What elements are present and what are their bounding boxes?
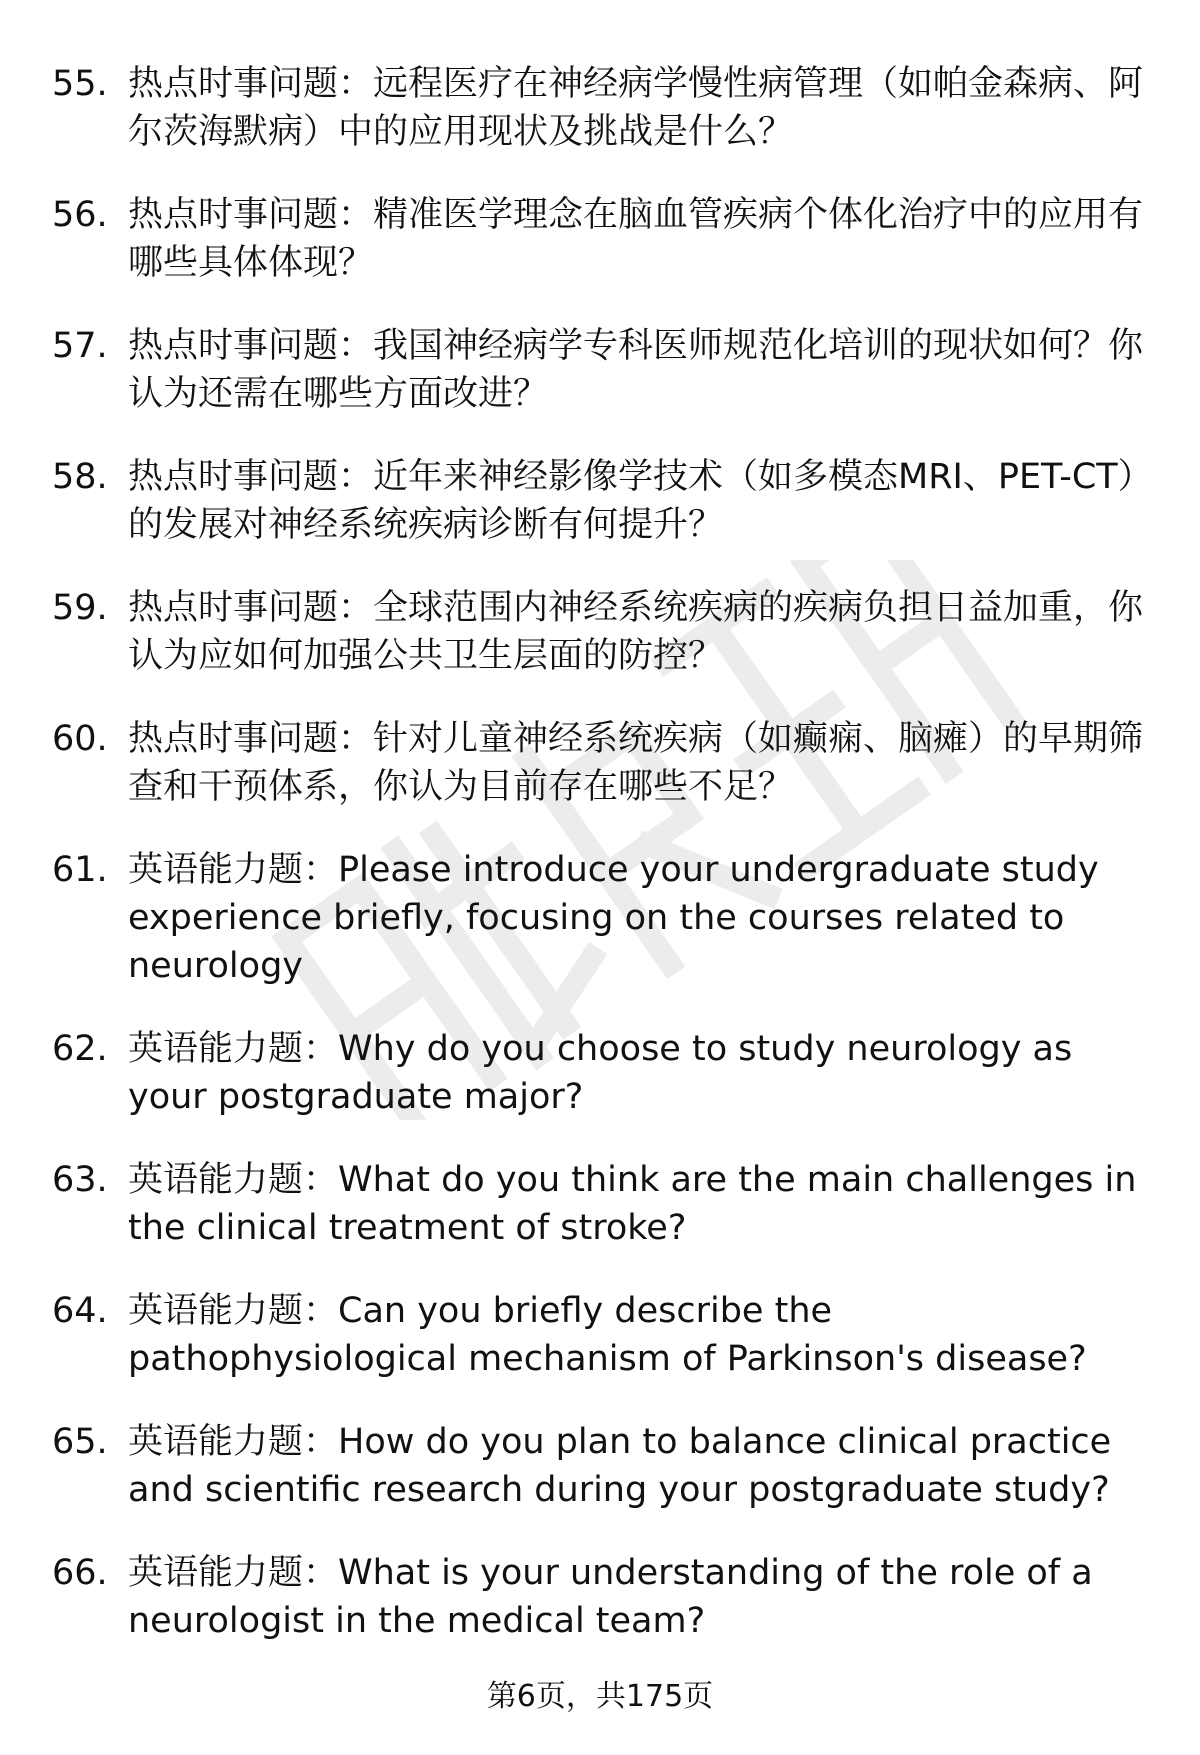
question-text: 热点时事问题：全球范围内神经系统疾病的疾病负担日益加重，你认为应如何加强公共卫生层面的防控？: [128, 588, 1144, 676]
question-number: 57.: [52, 326, 108, 366]
list-item: [52, 322, 1152, 418]
question-text: 热点时事问题：我国神经病学专科医师规范化培训的现状如何？你认为还需在哪些方面改进？: [128, 326, 1144, 414]
question-number: 60.: [52, 719, 108, 759]
list-item: [52, 1287, 1152, 1383]
list-item: [52, 1156, 1152, 1252]
question-number: 58.: [52, 457, 108, 497]
page-number-footer: 第6页，共175页: [486, 1679, 714, 1714]
question-text: 英语能力题：How do you plan to balance clinical practice and scientific research during your postgraduate study?: [128, 1422, 1112, 1510]
list-item: [52, 453, 1152, 549]
question-number: 56.: [52, 195, 108, 235]
question-text: 热点时事问题：针对儿童神经系统疾病（如癫痫、脑瘫）的早期筛查和干预体系，你认为目前存在哪些不足？: [128, 719, 1144, 807]
list-item: [52, 60, 1152, 156]
question-number: 65.: [52, 1422, 108, 1462]
list-item: [52, 584, 1152, 680]
question-number: 64.: [52, 1291, 108, 1331]
list-item: [52, 1549, 1152, 1645]
question-text: 热点时事问题：精准医学理念在脑血管疾病个体化治疗中的应用有哪些具体体现？: [128, 195, 1144, 283]
question-text: 英语能力题：Please introduce your undergraduate study experience briefly, focusing on the courses related to neurology: [128, 850, 1099, 986]
question-number: 55.: [52, 64, 108, 104]
question-number: 59.: [52, 588, 108, 628]
question-text: 英语能力题：Can you briefly describe the pathophysiological mechanism of Parkinson's disease?: [128, 1291, 1087, 1379]
question-number: 62.: [52, 1029, 108, 1069]
question-text: 热点时事问题：远程医疗在神经病学慢性病管理（如帕金森病、阿尔茨海默病）中的应用现状及挑战是什么？: [128, 64, 1144, 152]
question-number: 66.: [52, 1553, 108, 1593]
list-item: [52, 715, 1152, 811]
question-text: 英语能力题：What is your understanding of the role of a neurologist in the medical team?: [128, 1553, 1093, 1641]
list-item: [52, 1025, 1152, 1121]
question-text: 英语能力题：Why do you choose to study neurology as your postgraduate major?: [128, 1029, 1073, 1117]
list-item: [52, 846, 1152, 990]
list-item: [52, 1418, 1152, 1514]
list-item: [52, 191, 1152, 287]
question-list: [52, 60, 1152, 1680]
question-text: 英语能力题：What do you think are the main challenges in the clinical treatment of stroke?: [128, 1160, 1137, 1248]
question-number: 63.: [52, 1160, 108, 1200]
question-text: 热点时事问题：近年来神经影像学技术（如多模态MRI、PET-CT）的发展对神经系统疾病诊断有何提升？: [128, 457, 1136, 545]
question-number: 61.: [52, 850, 108, 890]
